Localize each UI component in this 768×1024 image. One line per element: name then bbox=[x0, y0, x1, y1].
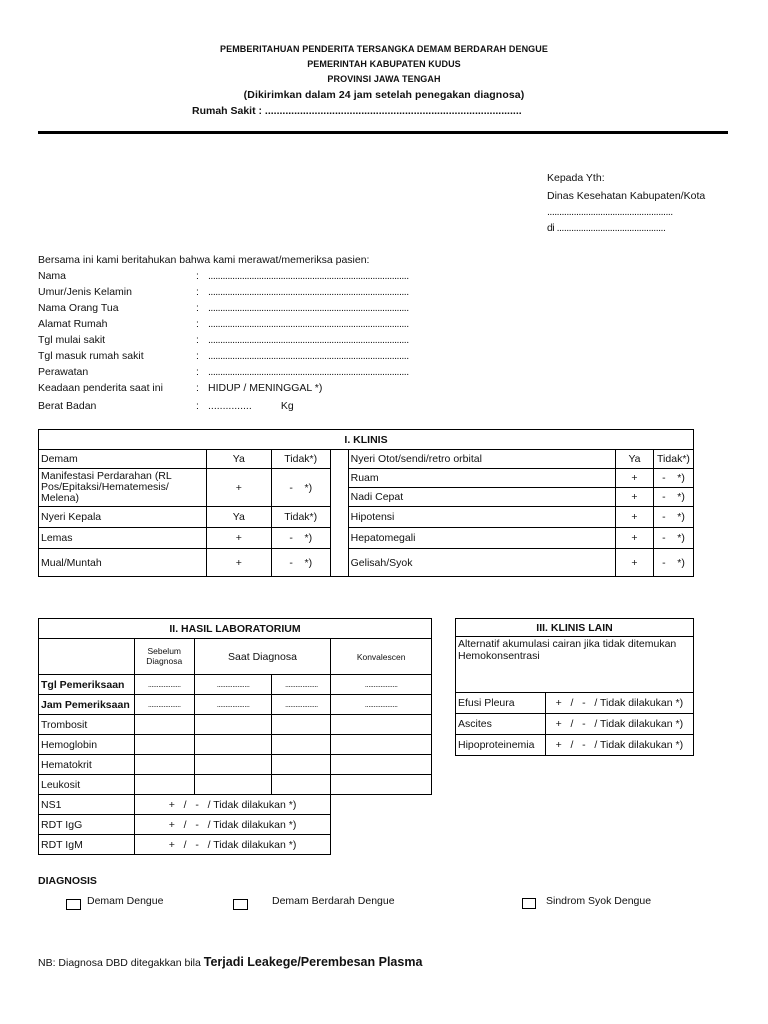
klinis-left-name: Demam bbox=[39, 450, 207, 469]
klinis-tidak-cell[interactable]: - *) bbox=[653, 549, 693, 577]
klinis-lain-note: Alternatif akumulasi cairan jika tidak ditemukan Hemokonsentrasi bbox=[456, 637, 694, 693]
field-label-nama: Nama bbox=[38, 270, 67, 282]
klinis-ya-cell[interactable]: + bbox=[616, 488, 654, 507]
footnote-prefix: NB: Diagnosa DBD ditegakkan bila bbox=[38, 957, 204, 969]
klinis-ya-cell[interactable]: Ya bbox=[206, 450, 271, 469]
field-value-alamat[interactable]: ................................................................................... bbox=[208, 318, 409, 330]
field-label-tgl-mulai: Tgl mulai sakit bbox=[38, 334, 106, 346]
lab-cell[interactable] bbox=[134, 775, 194, 795]
klinis-right-name: Hipotensi bbox=[348, 507, 615, 528]
lab-table bbox=[38, 618, 432, 855]
lab-cell[interactable] bbox=[134, 715, 194, 735]
klinis-ya-cell[interactable]: + bbox=[616, 528, 654, 549]
lab-cell[interactable] bbox=[331, 755, 432, 775]
field-value-tgl-mulai[interactable]: ................................................................................... bbox=[208, 334, 409, 346]
lab-row-leukosit: Leukosit bbox=[39, 775, 135, 795]
lab-row-jam: Jam Pemeriksaan bbox=[39, 695, 135, 715]
klinis-ya-cell[interactable]: + bbox=[206, 549, 271, 577]
lab-test-rdt-igg: RDT IgG bbox=[39, 815, 135, 835]
field-colon: : bbox=[196, 270, 199, 282]
recipient-agency: Dinas Kesehatan Kabupaten/Kota bbox=[547, 190, 706, 202]
klinis-left-name: Mual/Muntah bbox=[39, 549, 207, 577]
checkbox-demam-berdarah-dengue[interactable] bbox=[233, 899, 248, 910]
diagnosis-title: DIAGNOSIS bbox=[38, 875, 97, 887]
klinis-title: I. KLINIS bbox=[39, 430, 694, 450]
lab-cell[interactable] bbox=[194, 775, 272, 795]
label-sindrom-syok-dengue: Sindrom Syok Dengue bbox=[546, 895, 652, 907]
lab-time-field[interactable]: ................... bbox=[331, 695, 432, 715]
klinis-left-name: Lemas bbox=[39, 528, 207, 549]
lab-cell[interactable] bbox=[272, 715, 331, 735]
lab-cell[interactable] bbox=[134, 735, 194, 755]
field-colon: : bbox=[196, 334, 199, 346]
field-value-keadaan[interactable]: HIDUP / MENINGGAL *) bbox=[208, 382, 323, 394]
lab-test-result[interactable]: + / - / Tidak dilakukan *) bbox=[134, 795, 331, 815]
lab-cell[interactable] bbox=[331, 775, 432, 795]
government-name: PEMERINTAH KABUPATEN KUDUS bbox=[307, 59, 461, 69]
field-label-umur: Umur/Jenis Kelamin bbox=[38, 286, 132, 298]
klinis-ya-cell[interactable]: + bbox=[206, 528, 271, 549]
lab-col-konvalescen: Konvalescen bbox=[331, 639, 432, 675]
klinis-tidak-cell[interactable]: - *) bbox=[653, 469, 693, 488]
footnote-emphasis: Terjadi Leakege/Perembesan Plasma bbox=[203, 955, 423, 969]
lab-time-field[interactable]: ................... bbox=[272, 695, 331, 715]
lab-cell[interactable] bbox=[194, 715, 272, 735]
field-colon: : bbox=[196, 382, 199, 394]
lab-cell[interactable] bbox=[272, 755, 331, 775]
klinis-lain-ascites: Ascites bbox=[456, 714, 546, 735]
lab-time-field[interactable]: ................... bbox=[194, 695, 272, 715]
field-value-umur[interactable]: ................................................................................... bbox=[208, 286, 409, 298]
klinis-lain-table bbox=[455, 618, 694, 756]
field-colon: : bbox=[196, 318, 199, 330]
field-value-tgl-masuk[interactable]: ................................................................................... bbox=[208, 350, 409, 362]
header-divider bbox=[38, 131, 728, 134]
lab-corner bbox=[39, 639, 135, 675]
field-label-perawatan: Perawatan bbox=[38, 366, 89, 378]
lab-date-field[interactable]: ................... bbox=[194, 675, 272, 695]
klinis-right-name: Nyeri Otot/sendi/retro orbital bbox=[348, 450, 615, 469]
lab-date-field[interactable]: ................... bbox=[331, 675, 432, 695]
klinis-tidak-cell[interactable]: Tidak*) bbox=[271, 450, 330, 469]
klinis-ya-cell[interactable]: + bbox=[206, 469, 271, 507]
lab-col-sebelum: Sebelum Diagnosa bbox=[134, 639, 194, 675]
lab-cell[interactable] bbox=[272, 735, 331, 755]
lab-title: II. HASIL LABORATORIUM bbox=[39, 619, 432, 639]
footnote bbox=[38, 955, 422, 969]
checkbox-sindrom-syok-dengue[interactable] bbox=[522, 898, 536, 909]
lab-test-result[interactable]: + / - / Tidak dilakukan *) bbox=[134, 835, 331, 855]
klinis-tidak-cell[interactable]: - *) bbox=[271, 528, 330, 549]
klinis-lain-hipoproteinemia: Hipoproteinemia bbox=[456, 735, 546, 756]
lab-test-result[interactable]: + / - / Tidak dilakukan *) bbox=[134, 815, 331, 835]
lab-row-trombosit: Trombosit bbox=[39, 715, 135, 735]
klinis-lain-result[interactable]: + / - / Tidak dilakukan *) bbox=[545, 714, 693, 735]
lab-cell[interactable] bbox=[194, 755, 272, 775]
klinis-tidak-cell[interactable]: - *) bbox=[653, 507, 693, 528]
field-colon: : bbox=[196, 400, 199, 412]
klinis-left-name: Manifestasi Perdarahan (RL Pos/Epitaksi/Hematemesis/ Melena) bbox=[39, 469, 207, 507]
label-demam-dengue: Demam Dengue bbox=[87, 895, 164, 907]
lab-cell[interactable] bbox=[194, 735, 272, 755]
klinis-tidak-cell[interactable]: Tidak*) bbox=[271, 507, 330, 528]
checkbox-demam-dengue[interactable] bbox=[66, 899, 81, 910]
klinis-tidak-cell[interactable]: - *) bbox=[271, 469, 330, 507]
lab-empty bbox=[331, 815, 432, 835]
klinis-table bbox=[38, 429, 694, 577]
lab-col-saat: Saat Diagnosa bbox=[194, 639, 331, 675]
lab-row-hemoglobin: Hemoglobin bbox=[39, 735, 135, 755]
field-label-berat-badan: Berat Badan bbox=[38, 400, 97, 412]
klinis-left-name: Nyeri Kepala bbox=[39, 507, 207, 528]
label-demam-berdarah-dengue: Demam Berdarah Dengue bbox=[272, 895, 395, 907]
lab-test-ns1: NS1 bbox=[39, 795, 135, 815]
klinis-tidak-cell[interactable]: - *) bbox=[653, 488, 693, 507]
lab-date-field[interactable]: ................... bbox=[272, 675, 331, 695]
form-title: PEMBERITAHUAN PENDERITA TERSANGKA DEMAM BERDARAH DENGUE bbox=[219, 44, 548, 54]
field-label-orang-tua: Nama Orang Tua bbox=[38, 302, 119, 314]
field-value-orang-tua[interactable]: ................................................................................... bbox=[208, 302, 409, 314]
klinis-lain-title: III. KLINIS LAIN bbox=[456, 619, 694, 637]
lab-cell[interactable] bbox=[134, 755, 194, 775]
lab-row-hematokrit: Hematokrit bbox=[39, 755, 135, 775]
lab-empty bbox=[331, 795, 432, 815]
field-value-nama[interactable]: ................................................................................... bbox=[208, 270, 409, 282]
lab-test-rdt-igm: RDT IgM bbox=[39, 835, 135, 855]
recipient-location-field[interactable]: di ............................................. bbox=[547, 222, 666, 234]
klinis-ya-cell[interactable]: Ya bbox=[616, 450, 654, 469]
intro-text: Bersama ini kami beritahukan bahwa kami merawat/memeriksa pasien: bbox=[38, 254, 370, 266]
field-label-tgl-masuk: Tgl masuk rumah sakit bbox=[38, 350, 144, 362]
recipient-city-field[interactable]: .................................................... bbox=[547, 206, 673, 218]
klinis-tidak-cell[interactable]: Tidak*) bbox=[653, 450, 693, 469]
field-colon: : bbox=[196, 366, 199, 378]
klinis-right-name: Hepatomegali bbox=[348, 528, 615, 549]
field-colon: : bbox=[196, 286, 199, 298]
klinis-ya-cell[interactable]: + bbox=[616, 507, 654, 528]
klinis-right-name: Nadi Cepat bbox=[348, 488, 615, 507]
field-value-berat-badan[interactable]: ............... Kg bbox=[208, 400, 294, 412]
lab-cell[interactable] bbox=[331, 715, 432, 735]
klinis-right-name: Gelisah/Syok bbox=[348, 549, 615, 577]
klinis-spacer bbox=[330, 450, 348, 469]
lab-cell[interactable] bbox=[272, 775, 331, 795]
lab-cell[interactable] bbox=[331, 735, 432, 755]
field-colon: : bbox=[196, 350, 199, 362]
lab-row-tgl: Tgl Pemeriksaan bbox=[39, 675, 135, 695]
lab-date-field[interactable]: ................... bbox=[134, 675, 194, 695]
lab-empty bbox=[331, 835, 432, 855]
klinis-right-name: Ruam bbox=[348, 469, 615, 488]
province-name: PROVINSI JAWA TENGAH bbox=[327, 74, 441, 84]
lab-time-field[interactable]: ................... bbox=[134, 695, 194, 715]
klinis-tidak-cell[interactable]: - *) bbox=[271, 549, 330, 577]
klinis-ya-cell[interactable]: + bbox=[616, 469, 654, 488]
submission-note: (Dikirimkan dalam 24 jam setelah penegakan diagnosa) bbox=[243, 89, 525, 101]
recipient-salutation: Kepada Yth: bbox=[547, 172, 605, 184]
klinis-tidak-cell[interactable]: - *) bbox=[653, 528, 693, 549]
hospital-field[interactable]: Rumah Sakit : ........................................................................................ bbox=[192, 105, 522, 117]
klinis-ya-cell[interactable]: + bbox=[616, 549, 654, 577]
klinis-ya-cell[interactable]: Ya bbox=[206, 507, 271, 528]
klinis-lain-efusi: Efusi Pleura bbox=[456, 693, 546, 714]
field-label-alamat: Alamat Rumah bbox=[38, 318, 108, 330]
klinis-lain-result[interactable]: + / - / Tidak dilakukan *) bbox=[545, 693, 693, 714]
klinis-spacer bbox=[330, 469, 348, 577]
field-value-perawatan[interactable]: ................................................................................... bbox=[208, 366, 409, 378]
field-label-keadaan: Keadaan penderita saat ini bbox=[38, 382, 163, 394]
klinis-lain-result[interactable]: + / - / Tidak dilakukan *) bbox=[545, 735, 693, 756]
field-colon: : bbox=[196, 302, 199, 314]
